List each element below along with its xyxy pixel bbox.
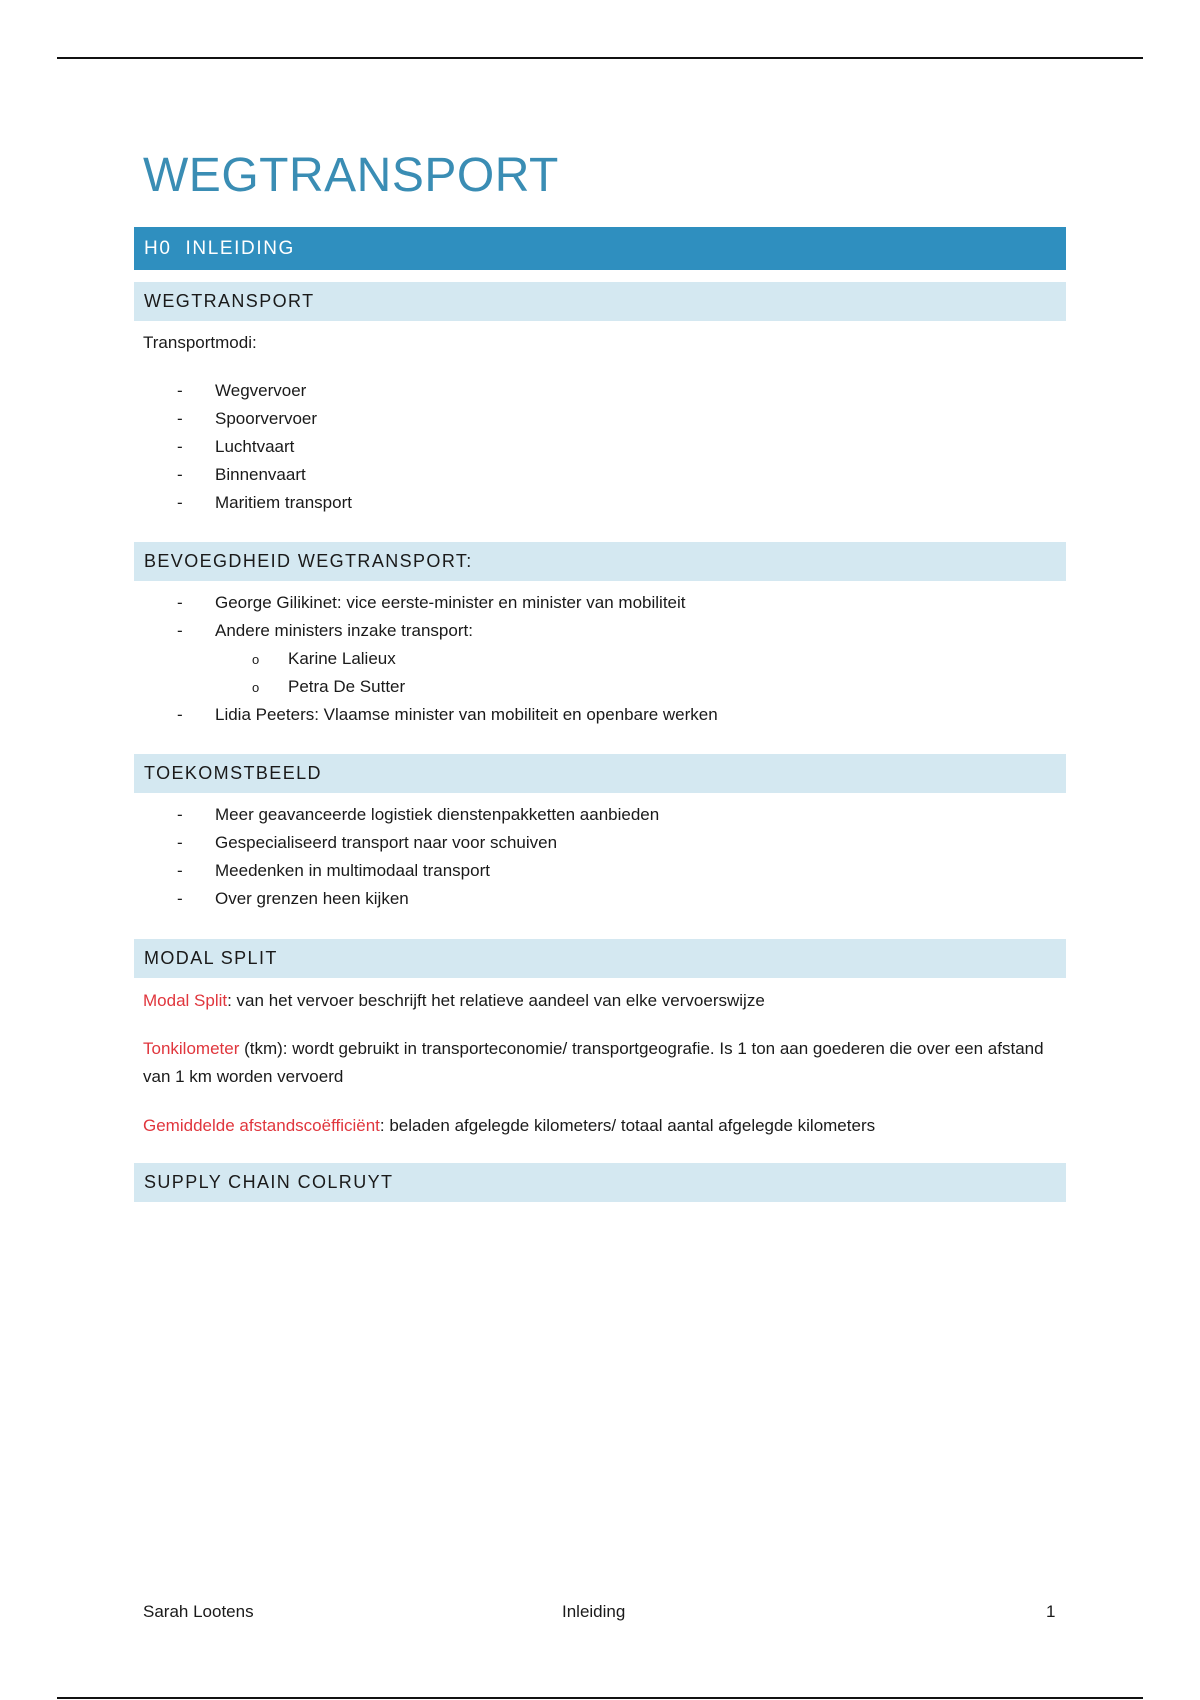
list-item: - Binnenvaart (177, 465, 306, 484)
list-item: - Over grenzen heen kijken (177, 889, 409, 908)
term-tonkilometer: Tonkilometer (143, 1039, 240, 1058)
section-heading-wegtransport: WEGTRANSPORT (134, 282, 1066, 321)
chapter-number: H0 (144, 237, 172, 259)
term-afstandscoefficient: Gemiddelde afstandscoëfficiënt (143, 1116, 380, 1135)
definition-tonkilometer: Tonkilometer (tkm): wordt gebruikt in transporteconomie/ transportgeografie. Is 1 ton aan goederen die over een afstand van 1 km worden vervoerd (143, 1039, 1044, 1086)
chapter-title: INLEIDING (185, 237, 295, 259)
list-item: - Spoorvervoer (177, 409, 318, 428)
list-item: - Luchtvaart (177, 437, 295, 456)
footer-rule (57, 1697, 1143, 1699)
list-item: - George Gilikinet: vice eerste-minister en minister van mobiliteit (177, 593, 686, 612)
list-item: - Gespecialiseerd transport naar voor schuiven (177, 833, 558, 852)
list-item: - Meer geavanceerde logistiek dienstenpakketten aanbieden (177, 805, 660, 824)
list-item: - Maritiem transport (177, 493, 352, 512)
footer-author: Sarah Lootens (143, 1602, 254, 1621)
list-item: - Wegvervoer (177, 381, 307, 400)
section-heading-modal-split: MODAL SPLIT (134, 939, 1066, 978)
sub-list-item: o Karine Lalieux (252, 649, 396, 668)
page-number: 1 (1046, 1602, 1056, 1621)
term-modal-split: Modal Split (143, 991, 228, 1010)
definition-afstandscoefficient: Gemiddelde afstandscoëfficiënt: beladen afgelegde kilometers/ totaal aantal afgelegde kilometers (143, 1116, 876, 1135)
sub-list-item: o Petra De Sutter (252, 677, 406, 696)
definition-modal-split: Modal Split: van het vervoer beschrijft het relatieve aandeel van elke vervoerswijze (143, 991, 765, 1010)
header-rule (57, 57, 1143, 59)
section-heading-supply-chain: SUPPLY CHAIN COLRUYT (134, 1163, 1066, 1202)
footer-section: Inleiding (562, 1602, 626, 1621)
document-title: WEGTRANSPORT (143, 149, 559, 202)
transportmodi-intro: Transportmodi: (143, 333, 257, 352)
chapter-heading-bar (134, 227, 1066, 270)
list-item: - Meedenken in multimodaal transport (177, 861, 490, 880)
section-heading-toekomstbeeld: TOEKOMSTBEELD (134, 754, 1066, 793)
list-item: - Andere ministers inzake transport: (177, 621, 473, 640)
list-item: - Lidia Peeters: Vlaamse minister van mobiliteit en openbare werken (177, 705, 718, 724)
section-heading-bevoegdheid: BEVOEGDHEID WEGTRANSPORT: (134, 542, 1066, 581)
